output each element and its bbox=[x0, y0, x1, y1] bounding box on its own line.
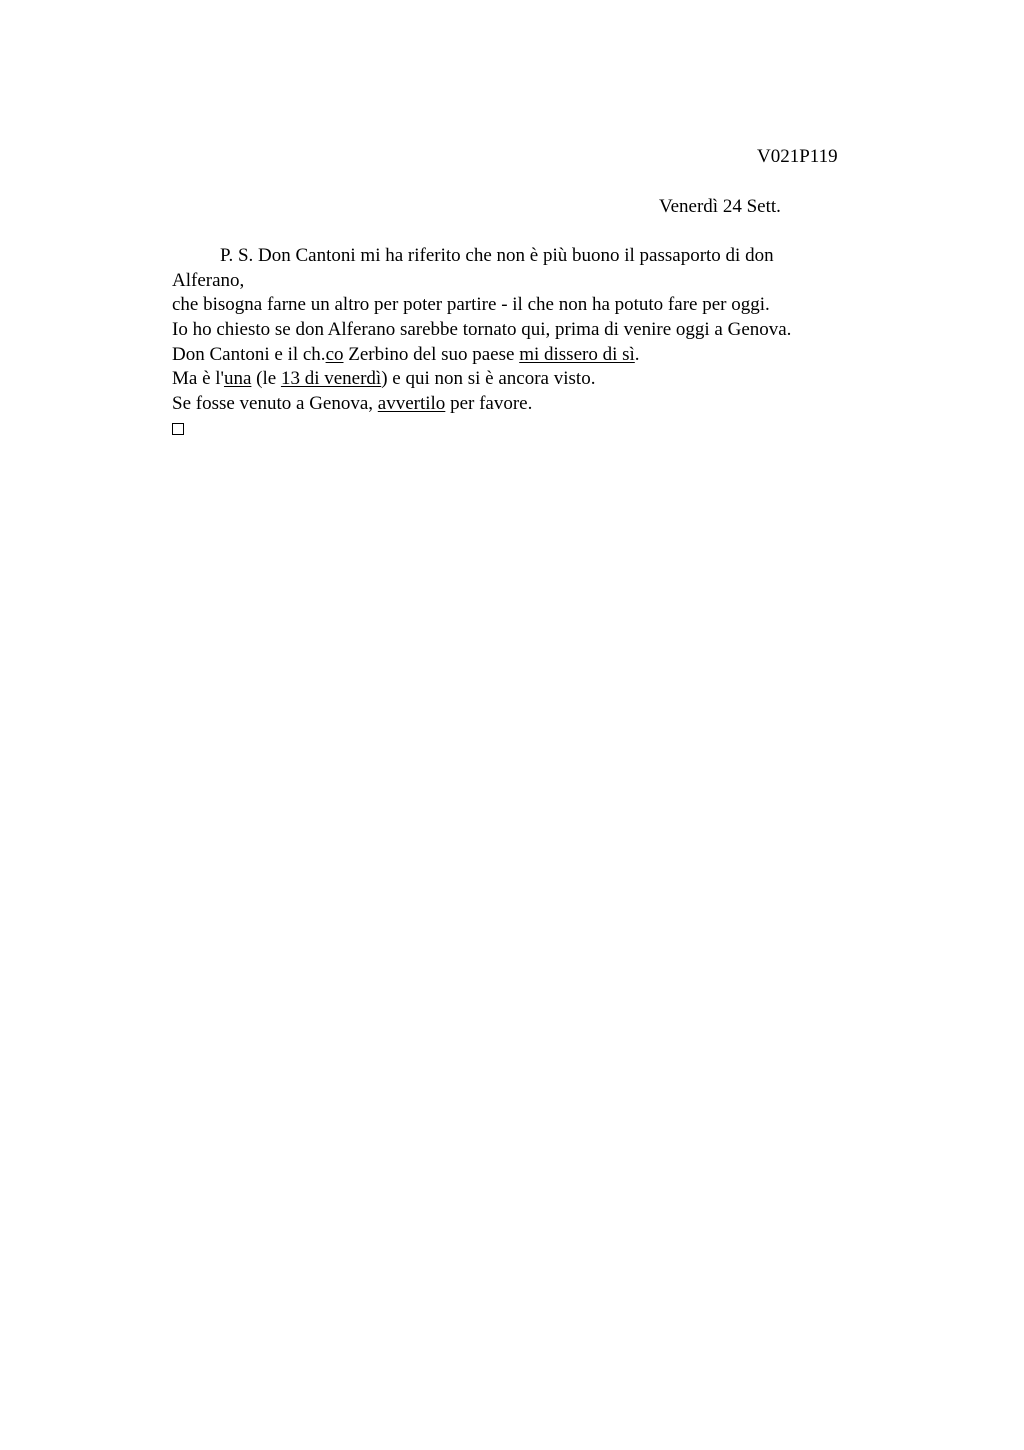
line-5-text-e: . bbox=[634, 343, 640, 365]
letter-line-3: che bisogna farne un altro per poter partire - il che non ha potuto fare per oggi. bbox=[172, 294, 770, 316]
checkbox-line bbox=[172, 417, 872, 442]
letter-line-4: Io ho chiesto se don Alferano sarebbe tornato qui, prima di venire oggi a Genova. bbox=[172, 319, 792, 341]
line-6-underlined-date: 13 di venerdì bbox=[280, 368, 382, 390]
letter-line-1: P. S. Don Cantoni mi ha riferito che non è più buono il passaporto di don bbox=[220, 245, 774, 266]
line-5-text-c: Zerbino del suo paese bbox=[343, 343, 520, 365]
line-5-underlined-phrase: mi dissero di sì bbox=[519, 343, 635, 365]
line-7-text-a: Se fosse venuto a Genova, bbox=[172, 393, 378, 415]
line-7-underlined-avvertilo: avvertilo bbox=[377, 393, 446, 415]
line-7-text-c: per favore. bbox=[445, 393, 533, 415]
letter-line-6 bbox=[172, 367, 872, 392]
letter-date: Venerdì 24 Sett. bbox=[659, 196, 781, 217]
letter-line-5 bbox=[172, 343, 872, 368]
document-id: V021P119 bbox=[757, 146, 838, 167]
line-6-underlined-una: una bbox=[223, 368, 252, 390]
line-5-underlined-co: co bbox=[325, 343, 344, 365]
line-5-text-a: Don Cantoni e il ch. bbox=[172, 343, 326, 365]
line-6-text-a: Ma è l' bbox=[172, 368, 224, 390]
line-6-text-e: ) e qui non si è ancora visto. bbox=[381, 368, 596, 390]
letter-body bbox=[172, 244, 872, 442]
letter-line-7 bbox=[172, 392, 872, 417]
line-6-text-c: (le bbox=[251, 368, 281, 390]
letter-line-2: Alferano, bbox=[172, 269, 245, 291]
empty-square-icon bbox=[172, 423, 184, 435]
